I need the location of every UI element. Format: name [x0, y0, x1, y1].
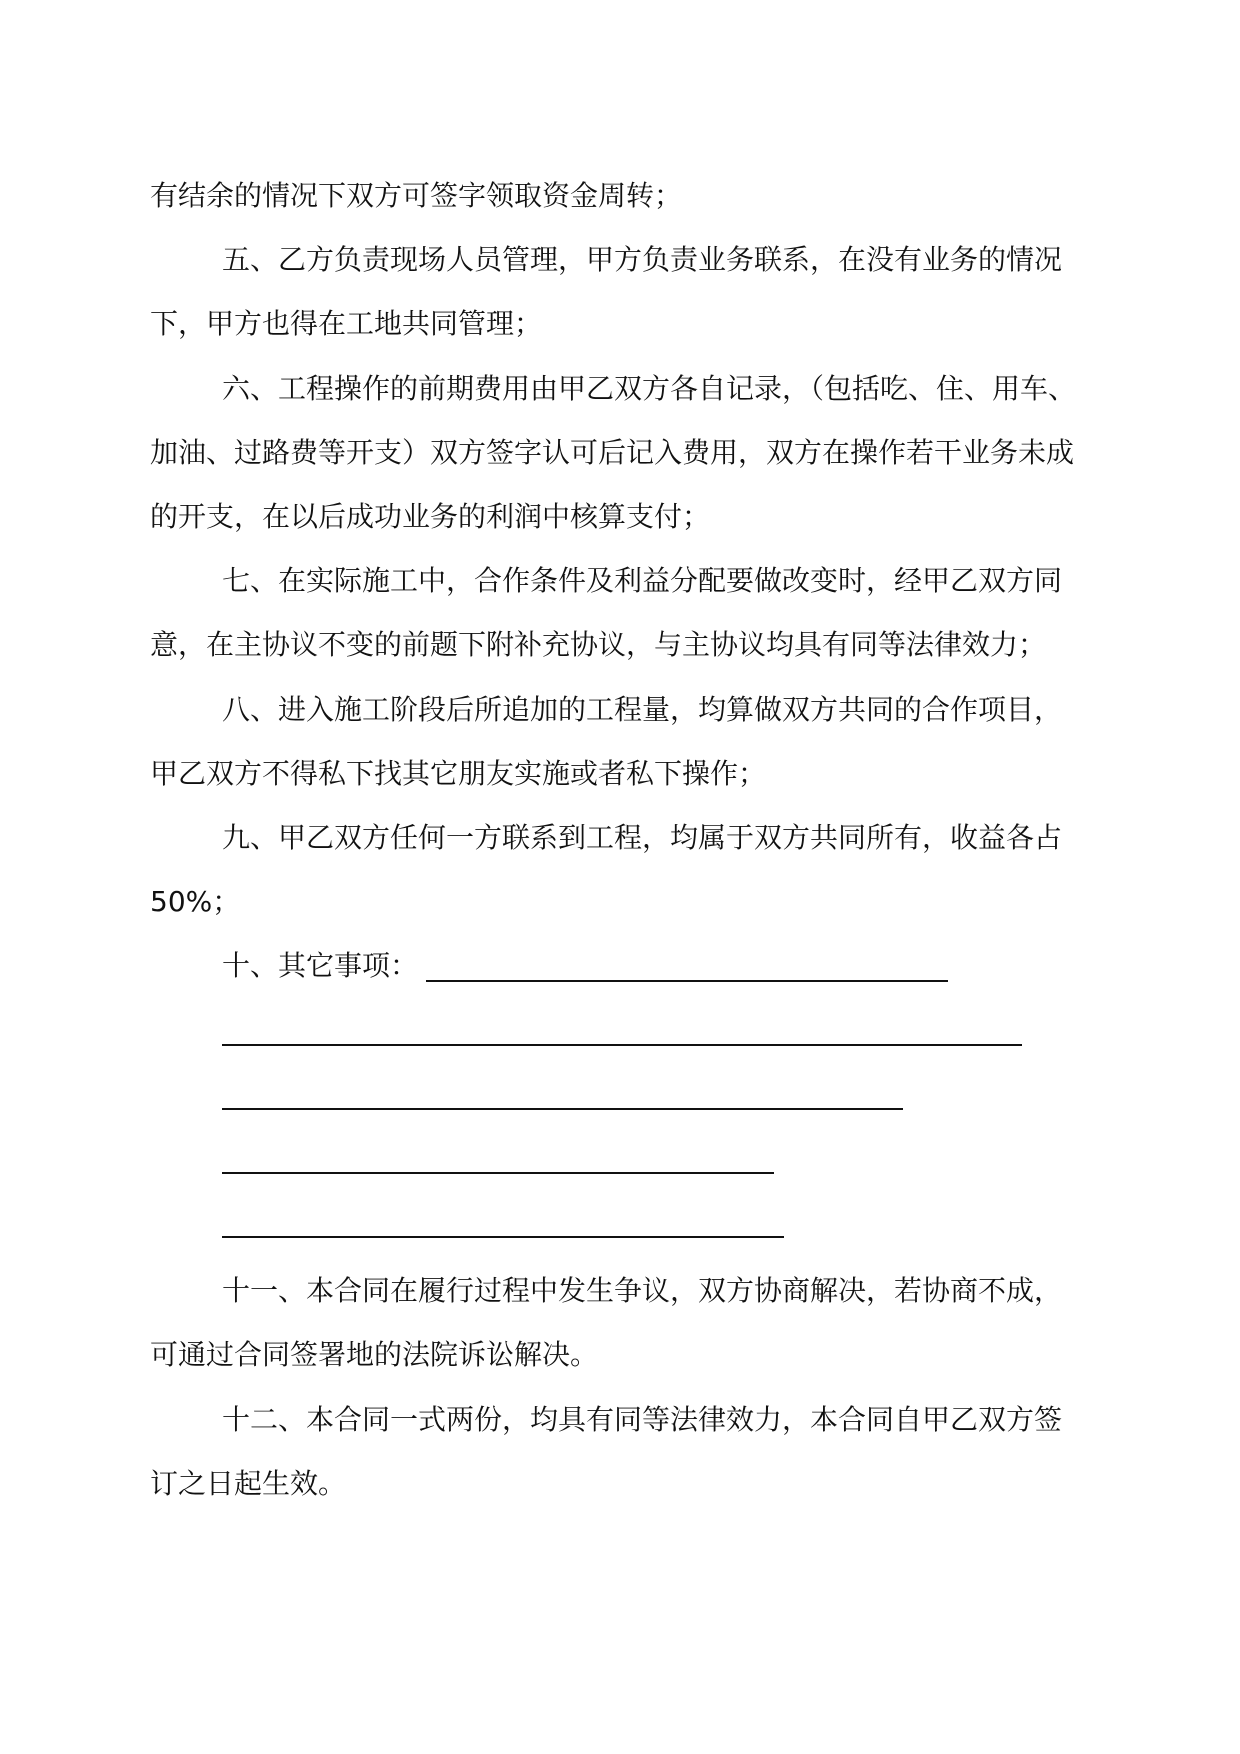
paragraph-line: 有结余的情况下双方可签字领取资金周转； — [150, 179, 683, 212]
clause-6-line: 六、工程操作的前期费用由甲乙双方各自记录，（包括吃、住、用车、 — [222, 372, 1077, 405]
clause-8-line: 甲乙双方不得私下找其它朋友实施或者私下操作； — [150, 757, 767, 790]
fill-in-blank-line — [426, 980, 948, 982]
clause-7-line: 意，在主协议不变的前题下附补充协议，与主协议均具有同等法律效力； — [150, 628, 1047, 661]
clause-12-line: 十二、本合同一式两份，均具有同等法律效力，本合同自甲乙双方签 — [222, 1403, 1063, 1436]
fill-in-blank-line — [222, 1236, 784, 1238]
clause-6-line: 的开支，在以后成功业务的利润中核算支付； — [150, 500, 711, 533]
clause-5-line: 五、乙方负责现场人员管理，甲方负责业务联系，在没有业务的情况 — [222, 243, 1063, 276]
clause-6-line: 加油、过路费等开支）双方签字认可后记入费用，双方在操作若干业务未成 — [150, 436, 1075, 469]
clause-10-label: 十、其它事项： — [222, 949, 419, 982]
fill-in-blank-line — [222, 1172, 774, 1174]
clause-8-line: 八、进入施工阶段后所追加的工程量，均算做双方共同的合作项目， — [222, 693, 1063, 726]
clause-11-line: 十一、本合同在履行过程中发生争议，双方协商解决，若协商不成， — [222, 1274, 1063, 1307]
clause-7-line: 七、在实际施工中，合作条件及利益分配要做改变时，经甲乙双方同 — [222, 564, 1063, 597]
clause-11-line: 可通过合同签署地的法院诉讼解决。 — [150, 1338, 599, 1371]
clause-12-line: 订之日起生效。 — [150, 1467, 347, 1500]
clause-5-line: 下，甲方也得在工地共同管理； — [150, 307, 543, 340]
fill-in-blank-line — [222, 1108, 903, 1110]
clause-9-line: 九、甲乙双方任何一方联系到工程，均属于双方共同所有，收益各占 — [222, 821, 1063, 854]
fill-in-blank-line — [222, 1044, 1022, 1046]
clause-9-line: 50%； — [150, 885, 241, 918]
